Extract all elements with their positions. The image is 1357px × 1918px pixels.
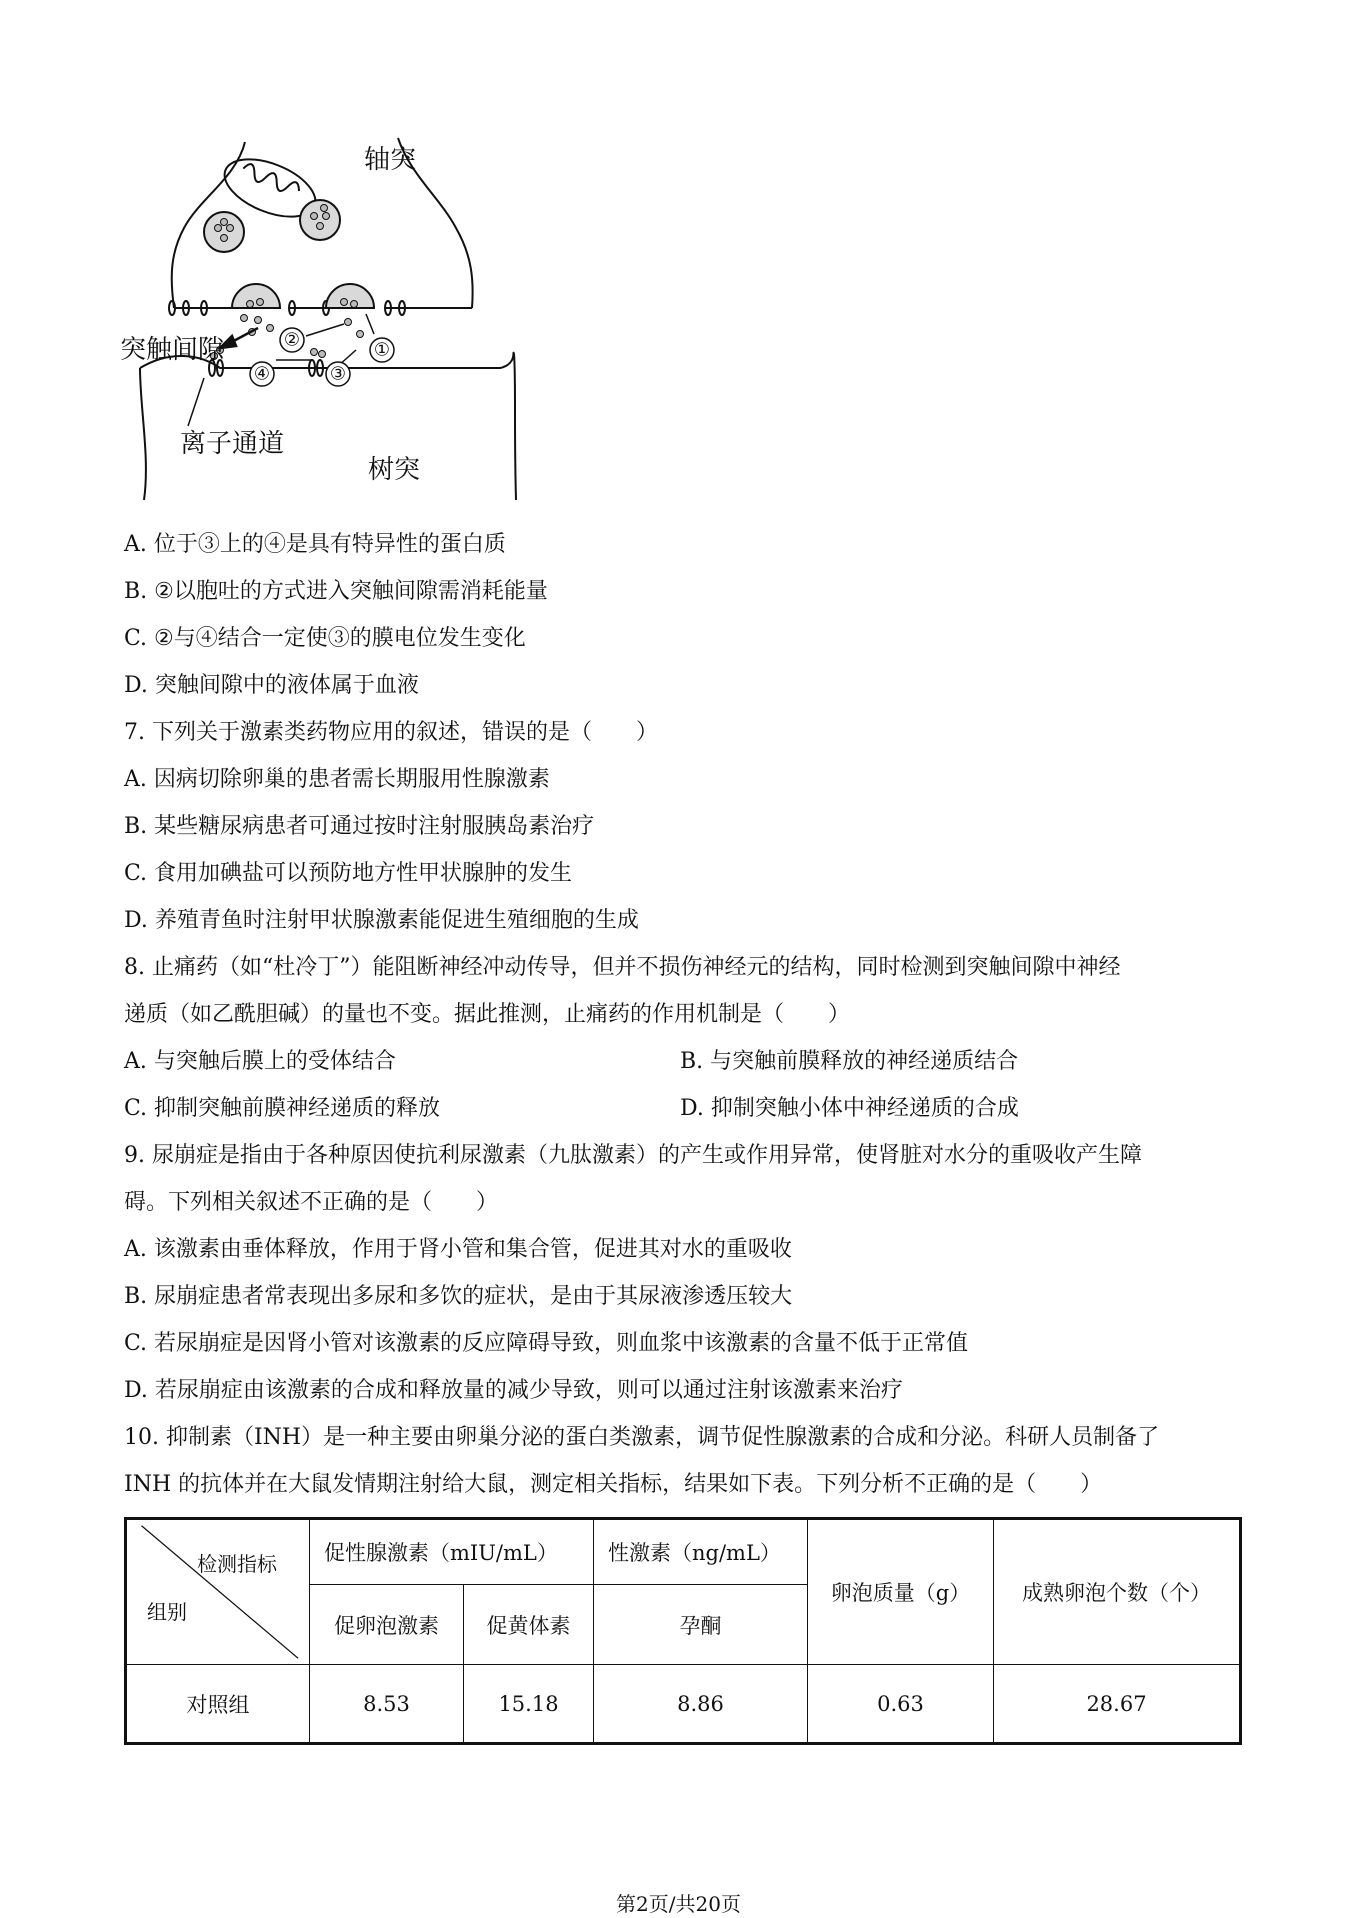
label-axon: 轴突 <box>364 145 417 175</box>
page-footer: 第2页/共20页 <box>616 1892 741 1916</box>
marker-3: ③ <box>329 363 347 385</box>
q9-option-b: B. 尿崩症患者常表现出多尿和多饮的症状，是由于其尿液渗透压较大 <box>124 1284 793 1309</box>
q8-option-b: B. 与突触前膜释放的神经递质结合 <box>680 1049 1019 1074</box>
q7-option-d: D. 养殖青鱼时注射甲状腺激素能促进生殖细胞的生成 <box>124 908 639 933</box>
cell-lh: 15.18 <box>464 1665 594 1744</box>
q6-option-d: D. 突触间隙中的液体属于血液 <box>124 673 419 698</box>
corner-top-label: 检测指标 <box>197 1552 277 1576</box>
synapse-drawing <box>120 128 540 500</box>
q8-option-c: C. 抑制突触前膜神经递质的释放 <box>124 1096 441 1121</box>
cell-follicle-mass: 0.63 <box>808 1665 994 1744</box>
cell-fsh: 8.53 <box>310 1665 464 1744</box>
q8-option-a: A. 与突触后膜上的受体结合 <box>124 1049 396 1074</box>
table-row <box>126 1665 1241 1744</box>
q8-stem-line1: 8. 止痛药（如“杜冷丁”）能阻断神经冲动传导，但并不损伤神经元的结构，同时检测到突触间隙中神经 <box>124 955 1121 980</box>
marker-2: ② <box>283 329 301 351</box>
q8-options-row1 <box>124 1047 1244 1077</box>
q9-stem-line1: 9. 尿崩症是指由于各种原因使抗利尿激素（九肽激素）的产生或作用异常，使肾脏对水分的重吸收产生障 <box>124 1143 1142 1168</box>
cell-group: 对照组 <box>126 1665 310 1744</box>
q8-option-d: D. 抑制突触小体中神经递质的合成 <box>680 1096 1019 1121</box>
header-gonadotropin: 促性腺激素（mIU/mL） <box>310 1519 594 1585</box>
q6-option-b: B. ②以胞吐的方式进入突触间隙需消耗能量 <box>124 579 548 604</box>
q8-stem-line2: 递质（如乙酰胆碱）的量也不变。据此推测，止痛药的作用机制是（ ） <box>124 1002 851 1027</box>
label-ion-channel: 离子通道 <box>180 429 285 459</box>
marker-4: ④ <box>253 363 271 385</box>
q9-option-a: A. 该激素由垂体释放，作用于肾小管和集合管，促进其对水的重吸收 <box>124 1237 792 1262</box>
q9-option-c: C. 若尿崩症是因肾小管对该激素的反应障碍导致，则血浆中该激素的含量不低于正常值 <box>124 1331 969 1356</box>
label-synaptic-cleft: 突触间隙 <box>120 335 225 365</box>
cell-progesterone: 8.86 <box>594 1665 808 1744</box>
sub-header-lh: 促黄体素 <box>464 1585 594 1665</box>
header-sex-hormone: 性激素（ng/mL） <box>594 1519 808 1585</box>
q7-option-c: C. 食用加碘盐可以预防地方性甲状腺肿的发生 <box>124 861 573 886</box>
marker-1: ① <box>373 339 391 361</box>
q8-options-row2 <box>124 1094 1244 1124</box>
sub-header-progesterone: 孕酮 <box>594 1585 808 1665</box>
sub-header-fsh: 促卵泡激素 <box>310 1585 464 1665</box>
header-mature-follicles: 成熟卵泡个数（个） <box>994 1519 1241 1665</box>
header-follicle-mass: 卵泡质量（g） <box>808 1519 994 1665</box>
diagonal-line <box>127 1520 309 1664</box>
synapse-diagram <box>120 128 540 500</box>
cell-mature-follicles: 28.67 <box>994 1665 1241 1744</box>
q6-option-c: C. ②与④结合一定使③的膜电位发生变化 <box>124 626 526 651</box>
q10-stem-line1: 10. 抑制素（INH）是一种主要由卵巢分泌的蛋白类激素，调节促性腺激素的合成和分泌。科研人员制备了 <box>124 1425 1160 1450</box>
q6-option-a: A. 位于③上的④是具有特异性的蛋白质 <box>124 532 506 557</box>
q9-option-d: D. 若尿崩症由该激素的合成和释放量的减少导致，则可以通过注射该激素来治疗 <box>124 1378 903 1403</box>
q7-option-a: A. 因病切除卵巢的患者需长期服用性腺激素 <box>124 767 550 792</box>
table-corner-cell <box>126 1519 310 1665</box>
corner-bottom-label: 组别 <box>147 1600 187 1624</box>
q9-stem-line2: 碍。下列相关叙述不正确的是（ ） <box>124 1190 499 1215</box>
table-header-row <box>126 1519 1241 1585</box>
q7-stem: 7. 下列关于激素类药物应用的叙述，错误的是（ ） <box>124 720 658 745</box>
label-dendrite: 树突 <box>368 455 421 485</box>
q7-option-b: B. 某些糖尿病患者可通过按时注射服胰岛素治疗 <box>124 814 595 839</box>
results-table <box>124 1517 1242 1745</box>
q10-stem-line2: INH 的抗体并在大鼠发情期注射给大鼠，测定相关指标，结果如下表。下列分析不正确的是（ ） <box>124 1472 1103 1497</box>
